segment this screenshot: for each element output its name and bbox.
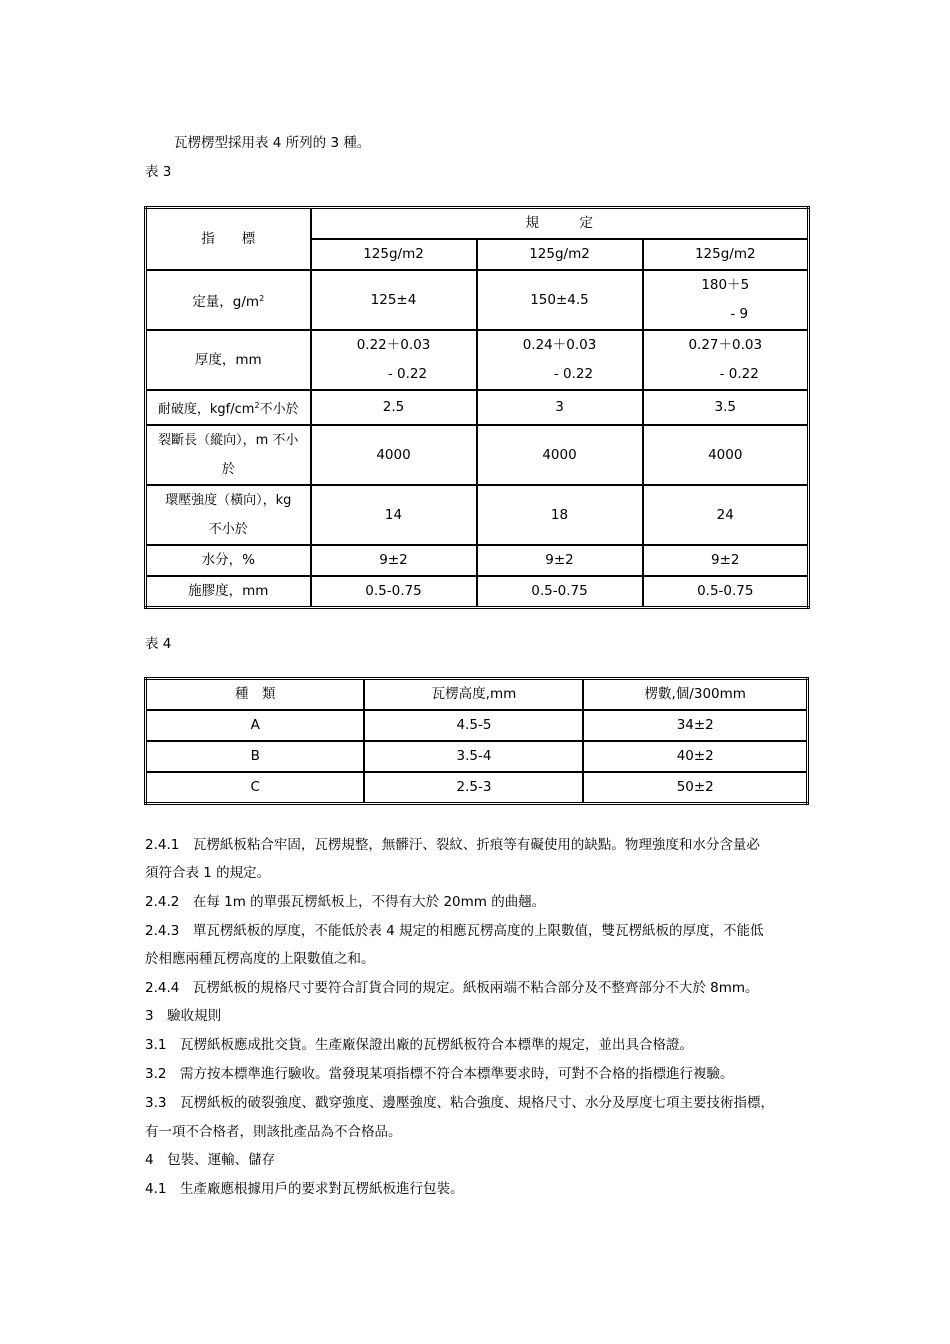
table3-grade: 125g/m2 — [311, 239, 477, 270]
table3-cell: 0.22＋0.03 - 0.22 — [311, 330, 477, 390]
table3-cell: 24 — [643, 485, 809, 545]
table3-row — [146, 330, 809, 390]
table4-header: 瓦楞高度,mm — [364, 679, 583, 711]
table3-cell: 150±4.5 — [477, 270, 643, 330]
table3-row-label: 定量，$g/m^2$ — [146, 270, 311, 330]
table3-cell: 0.24＋0.03 - 0.22 — [477, 330, 643, 390]
table3-row-label: 耐破度，kgf/$cm^2$不小於 — [146, 390, 311, 425]
table3-grade: 125g/m2 — [477, 239, 643, 270]
table3-row-label: 施膠度，mm — [146, 576, 311, 608]
table3-cell: 9±2 — [311, 545, 477, 576]
table4-row — [146, 710, 808, 741]
table4-cell: 40±2 — [583, 741, 807, 772]
intro-line: 瓦楞楞型採用表 4 所列的 3 種。 — [174, 135, 371, 151]
paragraph-line: 有一項不合格者，則該批產品為不合格品。 — [145, 1124, 402, 1140]
paragraph-line: 2.4.3 單瓦楞紙板的厚度，不能低於表 4 規定的相應瓦楞高度的上限數值，雙瓦楞紙板的厚度，不能低 — [145, 923, 764, 939]
table4-cell: A — [146, 710, 365, 741]
table3-cell: 180＋5 - 9 — [643, 270, 809, 330]
table3-cell: 9±2 — [477, 545, 643, 576]
table3-row — [146, 390, 809, 425]
paragraph-line: 2.4.2 在每 1m 的單張瓦楞紙板上，不得有大於 20mm 的曲翹。 — [145, 894, 546, 910]
table4-header: 種 類 — [146, 679, 365, 711]
paragraph-line: 3.3 瓦楞紙板的破裂強度、戳穿強度、邊壓強度、粘合強度、規格尺寸、水分及厚度七項主要技術指標， — [145, 1095, 774, 1111]
table4-caption: 表 4 — [145, 636, 172, 652]
table3-row-label: 環壓強度（橫向），kg 不小於 — [146, 485, 311, 545]
table4-header-row — [146, 679, 808, 711]
paragraph-line: 2.4.4 瓦楞紙板的規格尺寸要符合訂貨合同的規定。紙板兩端不粘合部分及不整齊部分不大於 8mm。 — [145, 980, 759, 996]
table3 — [144, 206, 810, 609]
table4-cell: 3.5-4 — [364, 741, 583, 772]
table3-cell: 4000 — [643, 425, 809, 485]
paragraph-line: 3.2 需方按本標準進行驗收。當發現某項指標不符合本標準要求時，可對不合格的指標進行複驗。 — [145, 1066, 734, 1082]
table3-cell: 4000 — [477, 425, 643, 485]
table3-cell: 14 — [311, 485, 477, 545]
table4-cell: 34±2 — [583, 710, 807, 741]
paragraph-line: 於相應兩種瓦楞高度的上限數值之和。 — [145, 951, 375, 967]
table4-cell: 2.5-3 — [364, 772, 583, 804]
table3-row — [146, 270, 809, 330]
table4-row — [146, 741, 808, 772]
table3-cell: 4000 — [311, 425, 477, 485]
table3-cell: 3 — [477, 390, 643, 425]
table3-header-spec: 規 定 — [311, 208, 809, 240]
table3-cell: 9±2 — [643, 545, 809, 576]
paragraph-line: 2.4.1 瓦楞紙板粘合牢固，瓦楞規整，無髒汙、裂紋、折痕等有礙使用的缺點。物理強度和水分含量必 — [145, 837, 760, 853]
table3-row — [146, 485, 809, 545]
table3-cell: 3.5 — [643, 390, 809, 425]
table4-row — [146, 772, 808, 804]
table4-cell: 50±2 — [583, 772, 807, 804]
table4 — [144, 677, 809, 805]
table3-cell: 2.5 — [311, 390, 477, 425]
table3-cell: 0.5-0.75 — [477, 576, 643, 608]
table4-cell: C — [146, 772, 365, 804]
table4-header: 楞數,個/300mm — [583, 679, 807, 711]
table3-header-index: 指 標 — [146, 208, 311, 271]
table3-row-label: 水分，% — [146, 545, 311, 576]
table3-cell: 0.5-0.75 — [643, 576, 809, 608]
table3-cell: 125±4 — [311, 270, 477, 330]
table3-cell: 18 — [477, 485, 643, 545]
table3-row — [146, 576, 809, 608]
table3-cell: 0.5-0.75 — [311, 576, 477, 608]
paragraph-line: 須符合表 1 的規定。 — [145, 865, 271, 881]
paragraph-line: 4.1 生產廠應根據用戶的要求對瓦楞紙板進行包裝。 — [145, 1181, 464, 1197]
table3-caption: 表 3 — [145, 164, 172, 180]
table3-cell: 0.27＋0.03 - 0.22 — [643, 330, 809, 390]
section-heading: 3 驗收規則 — [145, 1008, 222, 1024]
paragraph-line: 3.1 瓦楞紙板應成批交貨。生產廠保證出廠的瓦楞紙板符合本標準的規定，並出具合格證。 — [145, 1037, 693, 1053]
section-heading: 4 包裝、運輸、儲存 — [145, 1152, 276, 1168]
table3-grade: 125g/m2 — [643, 239, 809, 270]
table4-cell: 4.5-5 — [364, 710, 583, 741]
table3-row — [146, 545, 809, 576]
table3-row-label: 裂斷長（縱向），m 不小 於 — [146, 425, 311, 485]
table3-row — [146, 425, 809, 485]
table3-row-label: 厚度，mm — [146, 330, 311, 390]
table4-cell: B — [146, 741, 365, 772]
